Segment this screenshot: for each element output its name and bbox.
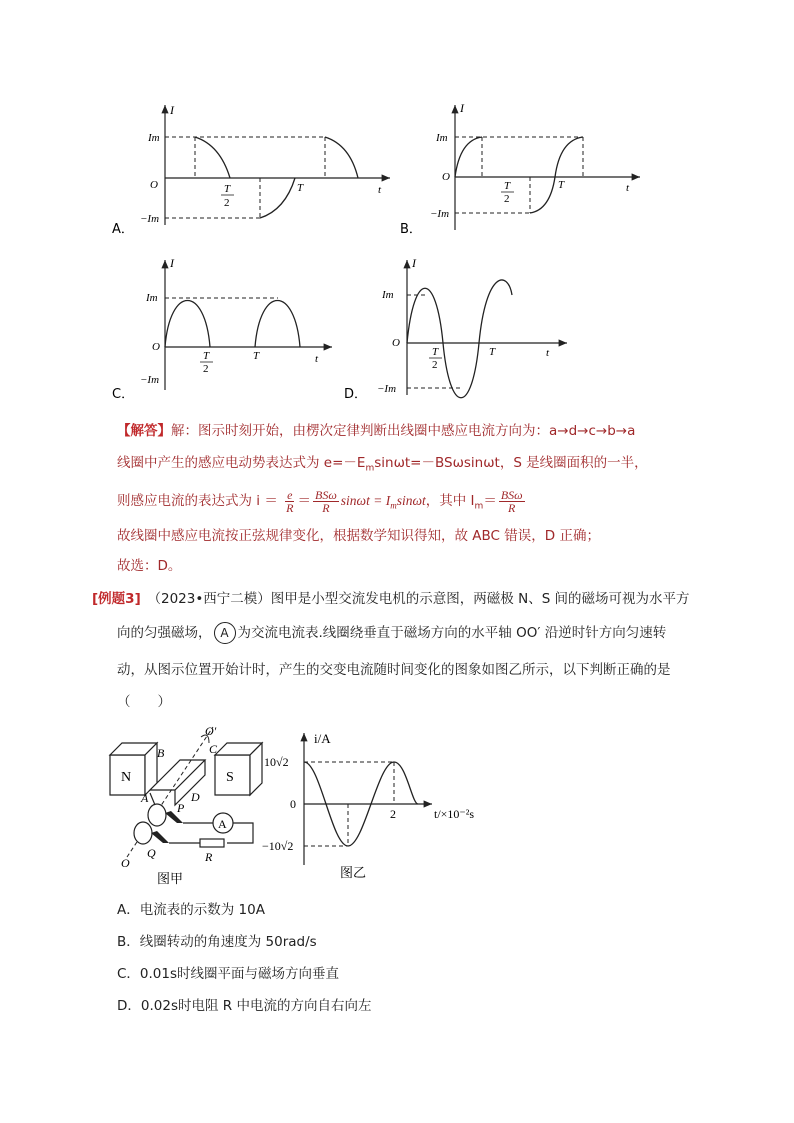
tick-label: 2: [390, 807, 396, 821]
label-o: O: [121, 856, 130, 870]
t-axis-label: t: [546, 347, 550, 359]
half-t-num: T: [432, 346, 439, 358]
solution-tag: 【解答】: [117, 423, 171, 439]
half-t-num: T: [504, 180, 511, 192]
solution-line-3: 则感应电流的表达式为 i ＝ $\frac{e}{R}$ ＝ $\frac{\text{BSω}}{R}$ $\sin\omega t = I_m\sin\omega t$，其中 $I_m=$ $\frac{\text{BSω}}{R}$: [117, 487, 523, 515]
label-c: C: [209, 742, 218, 756]
origin-label: O: [150, 179, 158, 191]
half-t-den: 2: [203, 363, 209, 375]
ammeter-icon: A: [214, 622, 236, 644]
period-label: T: [558, 179, 565, 191]
origin-label: O: [442, 171, 450, 183]
im-label: Im: [382, 289, 394, 301]
example-line-3: 动，从图示位置开始计时，产生的交变电流随时间变化的图象如图乙所示，以下判断正确的是: [117, 662, 671, 678]
s-pole-label: S: [226, 770, 234, 785]
option-a[interactable]: A．电流表的示数为 10A: [117, 902, 265, 918]
option-d[interactable]: D．0.02s时电阻 R 中电流的方向自右向左: [117, 998, 372, 1014]
example-line-4: （ ）: [117, 694, 171, 710]
top-value-label: 10√2: [264, 755, 289, 769]
label-a: A: [141, 791, 149, 805]
choice-c-label: C．: [112, 387, 135, 400]
im-label: Im: [148, 132, 160, 144]
solution-line-2: 线圈中产生的感应电动势表达式为 $e=-E_m\sin\omega t=-BS\omega\sin\omega t$，S 是线圈面积的一半，: [117, 455, 648, 474]
i-axis-label: I: [170, 103, 174, 117]
i-axis-label: I: [170, 256, 174, 270]
i-axis-label: I: [412, 256, 416, 270]
graph-d: [342, 255, 582, 400]
choice-a-label: A．: [112, 222, 134, 237]
label-q: Q: [147, 846, 156, 860]
period-label: T: [489, 346, 496, 358]
ammeter-symbol: A: [218, 817, 227, 831]
bottom-value-label: −10√2: [262, 839, 294, 853]
im-label: Im: [436, 132, 448, 144]
label-o-prime: O′: [205, 724, 217, 738]
choice-b-label: B．: [400, 222, 422, 237]
half-t-den: 2: [432, 359, 438, 371]
example-tag: [例题3]: [92, 591, 141, 607]
label-r: R: [205, 850, 213, 864]
half-t-den: 2: [504, 193, 510, 205]
origin-label: O: [152, 341, 160, 353]
half-t-num: T: [203, 350, 210, 362]
half-t-num: T: [224, 183, 231, 195]
label-d: D: [191, 790, 200, 804]
neg-im-label: −Im: [140, 374, 160, 386]
period-label: T: [253, 350, 260, 362]
period-label: T: [297, 182, 304, 194]
graph-c: [110, 255, 340, 400]
x-axis-label: t/×10⁻²s: [434, 807, 475, 821]
figure-yi: [262, 725, 502, 890]
neg-im-label: −Im: [140, 213, 160, 225]
figure-jia-caption: 图甲: [157, 872, 184, 887]
graph-b: [400, 100, 650, 240]
solution-line-4: 故线圈中感应电流按正弦规律变化，根据数学知识得知，故 ABC 错误，D 正确；: [117, 528, 600, 544]
origin-label: O: [392, 337, 400, 349]
example-line-1: [例题3] （2023•西宁二模）图甲是小型交流发电机的示意图，两磁极 N、S 间的磁场可视为水平方: [92, 591, 690, 607]
figure-jia: [105, 715, 275, 890]
half-t-den: 2: [224, 197, 230, 209]
y-axis-label: i/A: [314, 731, 331, 746]
option-b[interactable]: B．线圈转动的角速度为 50rad/s: [117, 934, 317, 950]
zero-label: 0: [290, 797, 296, 811]
n-pole-label: N: [121, 770, 132, 785]
choice-d-label: D．: [344, 387, 368, 400]
solution-text-1: 解：图示时刻开始，由楞次定律判断出线圈中感应电流方向为：a→d→c→b→a: [171, 423, 636, 439]
option-c[interactable]: C．0.01s时线圈平面与磁场方向垂直: [117, 966, 340, 982]
t-axis-label: t: [626, 182, 630, 194]
t-axis-label: t: [315, 353, 319, 365]
neg-im-label: −Im: [430, 208, 450, 220]
solution-line-5: 故选：D。: [117, 558, 182, 574]
example-line-2: 向的匀强磁场， A 为交流电流表.线圈绕垂直于磁场方向的水平轴 OO′ 沿逆时针方向匀速转: [117, 622, 666, 644]
im-label: Im: [146, 292, 158, 304]
figure-yi-caption: 图乙: [340, 866, 367, 881]
solution-line-1: [117, 421, 635, 441]
t-axis-label: t: [378, 184, 382, 196]
i-axis-label: I: [460, 101, 464, 115]
label-p: P: [177, 801, 185, 815]
neg-im-label: −Im: [377, 383, 397, 395]
label-b: B: [157, 746, 165, 760]
graph-a: [110, 100, 400, 240]
